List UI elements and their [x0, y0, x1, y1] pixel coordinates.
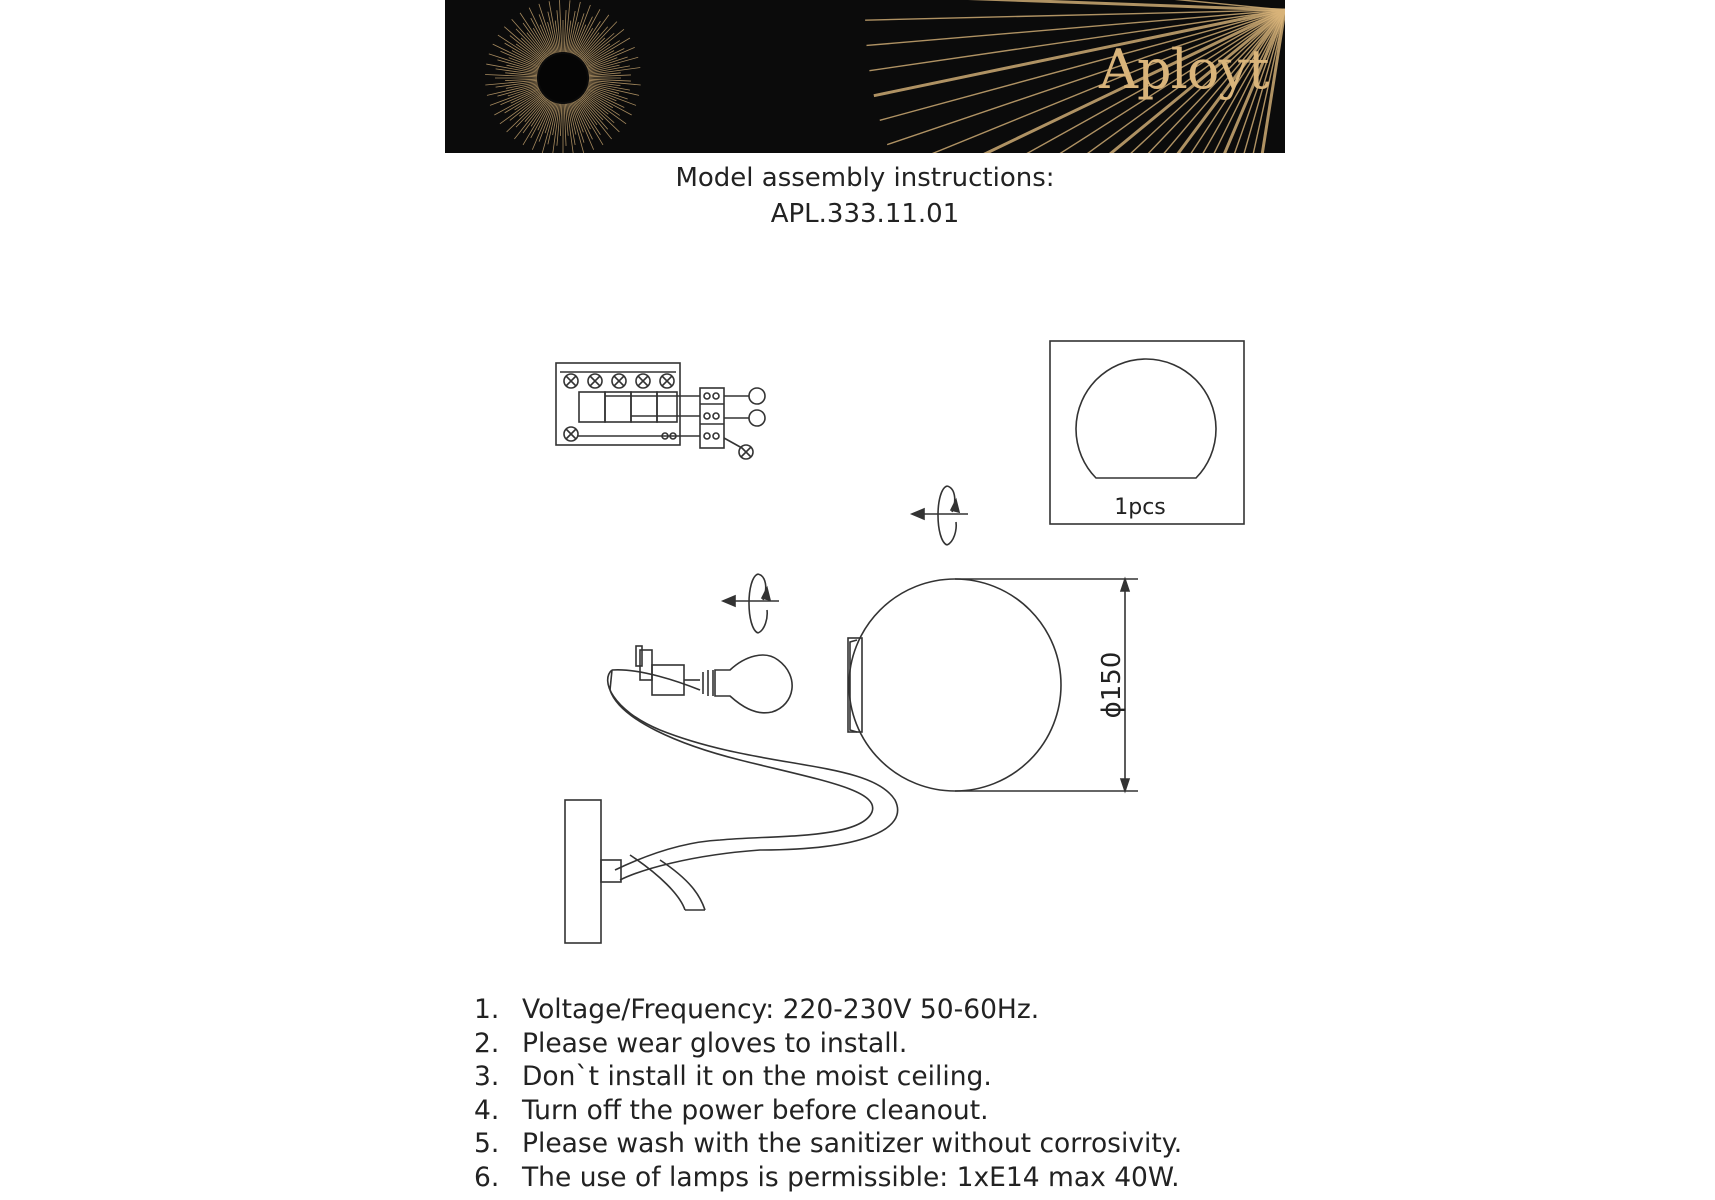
item-text: Don`t install it on the moist ceiling.: [522, 1061, 992, 1093]
instructions-list: [474, 993, 1294, 1195]
item-text: The use of lamps is permissible: 1xE14 max 40W.: [522, 1161, 1180, 1193]
item-text: Voltage/Frequency: 220-230V 50-60Hz.: [522, 994, 1040, 1025]
model-number: APL.333.11.01: [770, 199, 960, 229]
lamp-holder: [636, 646, 700, 695]
list-item: [474, 1060, 1294, 1094]
item-text: Turn off the power before cleanout.: [522, 1094, 989, 1126]
glass-globe: [848, 579, 1138, 791]
light-bulb-icon: [703, 655, 792, 713]
list-item: [474, 1027, 1294, 1061]
wall-plate: [565, 800, 621, 943]
list-item: [474, 1161, 1294, 1195]
list-item: [474, 993, 1294, 1027]
wiring-terminal-diagram: [556, 363, 765, 459]
item-number: 4.: [474, 1094, 500, 1126]
item-number: 1.: [474, 994, 500, 1025]
shade-quantity-label: 1pcs: [1114, 495, 1166, 520]
list-item: [474, 1127, 1294, 1161]
rotate-arrow-icon: [912, 486, 968, 545]
item-number: 2.: [474, 1027, 500, 1059]
brand-logo-text: Aployt: [1099, 38, 1269, 101]
item-number: 6.: [474, 1161, 500, 1193]
item-number: 5.: [474, 1128, 500, 1160]
title-line-1: Model assembly instructions:: [675, 163, 1055, 193]
item-text: Please wear gloves to install.: [522, 1027, 908, 1059]
list-item: [474, 1094, 1294, 1128]
rotate-arrow-icon: [723, 574, 779, 633]
item-number: 3.: [474, 1061, 500, 1093]
diameter-label: ϕ150: [1097, 651, 1127, 719]
curved-arm: [608, 670, 898, 910]
item-text: Please wash with the sanitizer without corrosivity.: [522, 1128, 1183, 1160]
